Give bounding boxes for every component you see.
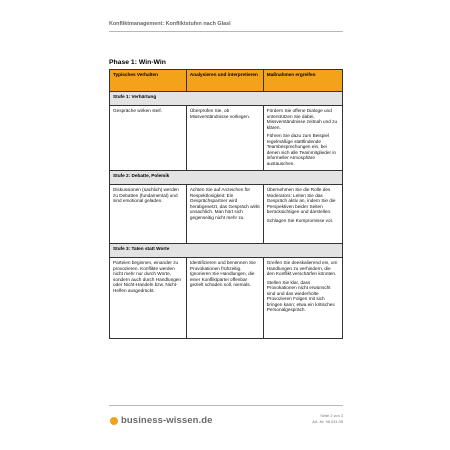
footer-divider [109, 405, 343, 406]
measure-paragraph: Stellen Sie klar, dass Provokationen nicht erwünscht sind und das wiederholte Provozieren Folgen mit sich bringen kann; etwa ein kritisches Personalgespräch. [266, 279, 335, 312]
phase-title: Phase 1: Win-Win [109, 59, 166, 66]
page-info [273, 413, 343, 425]
table-row [110, 106, 343, 171]
document-header: Konfliktmanagement: Konfliktstufen nach Glasl [109, 21, 231, 27]
measures-cell [263, 106, 342, 171]
analysis-cell: Überprüfen Sie, ob Missverständnisse vorliegen. [186, 106, 263, 171]
document-page [86, 0, 362, 450]
analysis-cell: Achten Sie auf Anzeichen für Respektlosigkeit: Ein Gesprächspartner wird herabgesetzt, das Gespräch wirkt unsachlich. Man hört sich gegenseitig nicht mehr zu. [186, 185, 263, 244]
behavior-cell: Parteien beginnen, einander zu provozieren. Konflikte werden nicht mehr nur durch Worte, sondern auch durch Handlungen oder Nicht-Handeln bzw. Nicht-Helfen ausgedrückt. [110, 258, 187, 339]
stage-title-row [110, 244, 343, 258]
conflict-stages-table [109, 69, 343, 339]
table-row [110, 258, 343, 339]
behavior-cell: Diskussionen (sachlich) werden zu Debatten (fundamental) und sind emotional geladen. [110, 185, 187, 244]
measure-paragraph: Greifen Sie deeskalierend ein, um Handlungen zu verhindern, die den Konflikt verschärfen könnten. [266, 260, 338, 276]
stage-title: Stufe 3: Taten statt Worte [110, 244, 343, 258]
measures-cell [263, 258, 342, 339]
stage-title-row [110, 171, 343, 185]
measure-paragraph: Führen Sie dazu zum Beispiel regelmäßige stattfindende Teambesprechungen ein, bei denen sich alle Teammitglieder in informeller Atmosphäre austauschen. [266, 133, 336, 166]
column-header-behavior: Typisches Verhalten [110, 70, 187, 92]
logo-text: business-wissen.de [121, 415, 213, 426]
logo-dot-icon [110, 417, 118, 425]
analysis-cell: Identifizieren und benennen Sie Provokationen frühzeitig. Ignorieren Sie Handlungen, die einer Konfliktpartei offenbar gezielt schaden soll, niemals. [186, 258, 263, 339]
page-number: Seite 2 von 3 [320, 413, 343, 418]
table-header-row [110, 70, 343, 92]
measure-paragraph: Fördern Sie offene Dialoge und unterstützen Sie dabei, Missverständnisse zeitnah und zu klären. [266, 108, 338, 130]
stage-title: Stufe 2: Debatte, Polemik [110, 171, 343, 185]
measure-paragraph: Schlagen Sie Kompromisse vor. [266, 217, 334, 223]
measure-paragraph: Übernehmen Sie die Rolle des Moderators: Leiten Sie das Gespräch aktiv an, indem Sie die Perspektiven beider Seiten berücksichtigen und darstellen. [266, 187, 336, 214]
stage-title: Stufe 1: Verhärtung [110, 92, 343, 106]
measures-cell [263, 185, 342, 244]
column-header-analysis: Analysieren und interpretieren [186, 70, 263, 92]
article-number: Art.-Nr. 98.031.05 [312, 419, 343, 424]
column-header-measures: Maßnahmen ergreifen [263, 70, 342, 92]
table-row [110, 185, 343, 244]
stage-title-row [110, 92, 343, 106]
header-divider [109, 31, 343, 32]
behavior-cell: Gespräche wirken steif. [110, 106, 187, 171]
